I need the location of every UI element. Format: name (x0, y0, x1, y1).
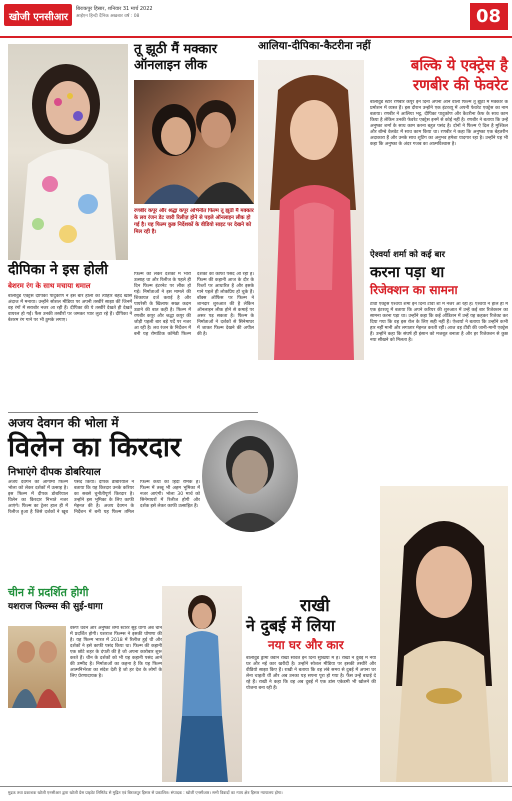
section-divider (8, 412, 258, 413)
strip-line-2: आईएन हिन्दी दैनिक अखबार वर्ष : 08 (76, 14, 140, 19)
ajay-headline-1: अजय देवगन की भोला में (8, 416, 119, 430)
rakhi-headline-1: राखी (300, 596, 330, 616)
ajay-headline-2: विलेन का किरदार (8, 432, 181, 463)
deepika-holi-headline: दीपिका ने इस होली (8, 262, 108, 278)
rakhi-headline-3: नया घर और कार (268, 638, 344, 652)
page-number-box (470, 3, 508, 30)
brand-name: खोजी एनसीआर (9, 12, 69, 23)
deepika-holi-body: बॉलीवुड एक्ट्रेस दीपिका पादुकोण ने इस बार होली का त्योहार बेहद खास अंदाज में मनाया। उन्होंने सोशल मीडिया पर अपनी तस्वीरें साझा कीं जिनमें वह रंगों में सराबोर नजर आ रही हैं। दीपिका की ये तस्वीरें देखते ही देखते वायरल हो गईं। फैंस उनकी तस्वीरों पर जमकर प्यार लुटा रहे हैं। दीपिका ने बेशरम रंग गाने पर भी ठुमके लगाए। (8, 294, 132, 323)
aishwarya-headline-1: ऐश्वर्या शर्मा को कई बार (370, 250, 446, 260)
rakhi-headline-2: ने दुबई में लिया (246, 616, 336, 635)
aishwarya-headline-3: रिजेक्शन का सामना (370, 283, 458, 297)
rakhi-figure (162, 586, 242, 782)
rakhi-body: बॉलीवुड ड्रामा क्वीन राखी सावंत इन दिनों सुर्खियों में हैं। राखी ने दुबई में नया घर और नई कार खरीदी है। उन्होंने सोशल मीडिया पर इसकी तस्वीरें और वीडियो साझा किए हैं। राखी ने बताया कि वह लंबे समय से दुबई में अपना घर लेना चाहती थीं और अब उनका यह सपना पूरा हो गया है। फैंस उन्हें बधाई दे रहे हैं। राखी ने कहा कि वह अब दुबई में एक डांस एकेडमी भी खोलने की योजना बना रही हैं। (246, 656, 376, 691)
deepak-dobriyal-photo (202, 420, 298, 532)
ranbir-fav-body: बॉलीवुड स्टार रणबीर कपूर इन दिनों अपनी आने वाली फिल्म तू झूठी मैं मक्कार के प्रमोशन में व्यस्त हैं। इस दौरान उन्होंने एक इंटरव्यू में अपनी फेवरेट एक्ट्रेस का नाम बताया। रणबीर ने आलिया भट्ट, दीपिका पादुकोण और कैटरीना कैफ के साथ काम किया है लेकिन उनकी फेवरेट एक्ट्रेस इनमें से कोई नहीं है। रणबीर ने बताया कि उन्हें अनुष्का शर्मा के साथ काम करना बहुत पसंद है। दोनों ने फिल्म ऐ दिल है मुश्किल और बॉम्बे वेलवेट में साथ काम किया था। रणबीर ने कहा कि अनुष्का एक बेहतरीन अदाकारा हैं और उनके साथ शूटिंग का अनुभव हमेशा यादगार रहा है। उन्होंने यह भी कहा कि अनुष्का के अंदर गजब का आत्मविश्वास है। (370, 100, 508, 147)
ranbir-fav-headline-1: आलिया-दीपिका-कैटरीना नहीं (258, 40, 371, 52)
aishwarya-photo (380, 486, 508, 782)
footer-bar (0, 786, 512, 801)
anushka-figure (258, 60, 364, 360)
deepika-holi-photo (8, 44, 128, 260)
aishwarya-body: टीवी एक्ट्रेस ऐश्वर्या शर्मा इन दिनों टीवी शो में नजर आ रही हैं। ऐश्वर्या ने हाल ही में एक इंटरव्यू में बताया कि अपने करियर की शुरुआत में उन्हें कई बार रिजेक्शन का सामना करना पड़ा था। उन्होंने कहा कि कई ऑडिशन में उन्हें यह कहकर रिजेक्ट कर दिया गया कि वह इस रोल के लिए सही नहीं हैं। ऐश्वर्या ने बताया कि उन्होंने कभी हार नहीं मानी और लगातार मेहनत करती रहीं। आज वह टीवी की जानी-मानी एक्ट्रेस हैं। उन्होंने कहा कि संघर्ष ही इंसान को मजबूत बनाता है और हर रिजेक्शन से कुछ नया सीखने को मिलता है। (370, 302, 508, 343)
ajay-headline-3: निभाएंगे दीपक डोबरियाल (8, 467, 101, 478)
page-number: 08 (476, 6, 502, 27)
masthead-strip (76, 6, 456, 26)
sui-dhaaga-photo (8, 626, 66, 708)
sui-dhaaga-figure (8, 626, 66, 708)
masthead (0, 0, 512, 38)
couple-figure (134, 80, 254, 204)
aishwarya-figure (380, 486, 508, 782)
online-leak-photo (134, 80, 254, 204)
strip-line-1: बिराकपुर हिसार, शनिवार 31 मार्च 2022 (76, 6, 153, 12)
ajay-body: अजय देवगन की आगामी फिल्म भोला को लेकर दर्शकों में उत्साह है। इस फिल्म में दीपक डोबरियाल विलेन का किरदार निभाते नजर आएंगे। फिल्म का ट्रेलर हाल ही में रिलीज हुआ है जिसे दर्शकों ने खूब पसंद किया। दीपक डोबरियाल ने बताया कि यह किरदार उनके करियर का सबसे चुनौतीपूर्ण किरदार है। उन्होंने इस भूमिका के लिए काफी मेहनत की है। अजय देवगन के निर्देशन में बनी यह फिल्म तमिल फिल्म कैथी का हिंदी रीमेक है। फिल्म में तब्बू भी अहम भूमिका में नजर आएंगी। भोला 30 मार्च को सिनेमाघरों में रिलीज होगी और दर्शक इसे लेकर काफी उत्साहित हैं। (8, 480, 200, 515)
rakhi-photo (162, 586, 242, 782)
deepika-figure (8, 44, 128, 260)
brand-block (4, 4, 72, 26)
china-body: वरुण धवन और अनुष्का शर्मा स्टारर सुई धागा अब चीन में प्रदर्शित होगी। यशराज फिल्म्स ने इसकी घोषणा की है। यह फिल्म भारत में 2018 में रिलीज हुई थी और दर्शकों ने इसे काफी पसंद किया था। फिल्म की कहानी एक छोटे शहर के दंपती की है जो अपना कारोबार शुरू करते हैं। चीन के दर्शकों को भी यह कहानी पसंद आने की उम्मीद है। निर्माताओं का कहना है कि यह फिल्म आत्मनिर्भरता का संदेश देती है जो हर देश के लोगों के लिए प्रेरणादायक है। (70, 626, 162, 679)
footer-imprint: मुद्रक तथा प्रकाशक खोजी एनसीआर द्वारा खोजी प्रेस प्राइवेट लिमिटेड से मुद्रित एवं बिराकपुर हिसार से प्रकाशित। संपादक : खोजी एनसीआर। सभी विवादों का न्याय क्षेत्र हिसार न्यायालय होगा। (8, 790, 283, 795)
deepak-figure (202, 420, 298, 532)
online-leak-headline: तू झूठी मैं मक्कार ऑनलाइन लीक (134, 42, 218, 73)
online-leak-body: फिल्म को लेकर दर्शकों में भारी उत्साह था और रिलीज के पहले ही दिन फिल्म इंटरनेट पर लीक हो गई। निर्माताओं ने इस मामले की शिकायत दर्ज कराई है और पायरेसी के खिलाफ सख्त कदम उठाने की बात कही है। फिल्म में रणबीर कपूर और श्रद्धा कपूर की जोड़ी पहली बार बड़े पर्दे पर नजर आ रही है। लव रंजन के निर्देशन में बनी यह रोमांटिक कॉमेडी फिल्म दर्शकों को काफी पसंद आ रही है। फिल्म की कहानी आज के दौर के रिश्तों पर आधारित है और इसके गाने पहले ही लोकप्रिय हो चुके हैं। बॉक्स ऑफिस पर फिल्म ने शानदार शुरुआत की है लेकिन ऑनलाइन लीक होने से कमाई पर असर पड़ सकता है। फिल्म के निर्माताओं ने दर्शकों से सिनेमाघर में जाकर फिल्म देखने की अपील की है। (134, 272, 254, 337)
deepika-holi-subhead: बेशरम रंग के साथ मचाया धमाल (8, 282, 91, 290)
china-headline-1: चीन में प्रदर्शित होगी (8, 586, 89, 599)
ranbir-fav-headline-2: बल्कि ये एक्ट्रेस है (410, 56, 508, 74)
china-headline-2: यशराज फिल्म्स की सुई-धागा (8, 602, 103, 612)
aishwarya-headline-2: करना पड़ा था (370, 263, 445, 281)
ranbir-fav-headline-3: रणबीर की फेवरेट (412, 76, 508, 94)
ranbir-fav-photo (258, 60, 364, 360)
online-leak-standfirst: रणबीर कपूर और श्रद्धा कपूर अभिनीत फिल्म तू झूठी मैं मक्कार के लव रंजन डेट जारी रिलीज़ होने से पहले ऑनलाइन लीक हो गई है। यह फिल्म कुछ निर्देशकों के वीडियो साइट पर देखने को मिल रही है। (134, 208, 254, 235)
